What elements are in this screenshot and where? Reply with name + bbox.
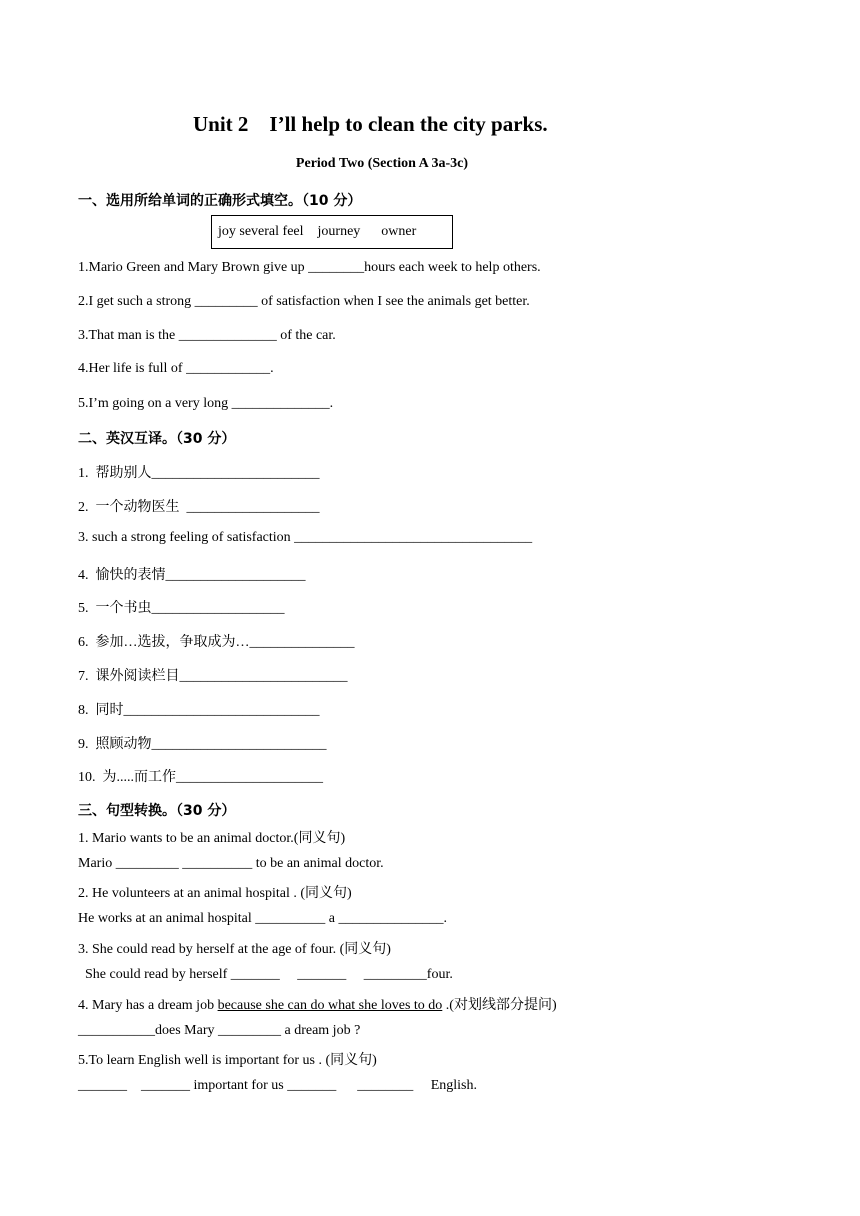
part3-question-4 <box>78 994 557 1014</box>
part3-answer-2: He works at an animal hospital __________ a _______________. <box>78 911 448 926</box>
part2-item-1: 1. 帮助别人________________________ <box>78 466 320 481</box>
part2-item-10: 10. 为.....而工作_____________________ <box>78 770 323 785</box>
part3-question-5: 5.To learn English well is important for us . (同义句) <box>78 1053 377 1068</box>
part3-heading: 三、句型转换。（30 分） <box>78 803 236 819</box>
part3-question-2: 2. He volunteers at an animal hospital . (同义句) <box>78 886 352 901</box>
part2-item-2: 2. 一个动物医生 ___________________ <box>78 500 320 515</box>
part1-item-5: 5.I’m going on a very long ______________. <box>78 396 334 411</box>
part1-item-3: 3.That man is the ______________ of the car. <box>78 328 336 343</box>
part3-question-3: 3. She could read by herself at the age of four. (同义句) <box>78 942 391 957</box>
part2-item-8: 8. 同时____________________________ <box>78 703 320 718</box>
part1-item-2: 2.I get such a strong _________ of satisfaction when I see the animals get better. <box>78 294 530 309</box>
word-box: joy several feel journey owner <box>211 215 453 249</box>
part3-question-1: 1. Mario wants to be an animal doctor.(同义句) <box>78 831 346 846</box>
part2-item-6: 6. 参加…选拔，争取成为…_______________ <box>78 635 355 650</box>
part3-answer-4: ___________does Mary _________ a dream job ? <box>78 1023 361 1038</box>
part1-heading: 一、选用所给单词的正确形式填空。（10 分） <box>78 193 362 209</box>
question-4-prefix: 4. Mary has a dream job <box>78 998 218 1013</box>
document-title: Unit 2 I’ll help to clean the city parks. <box>193 112 548 136</box>
question-4-underlined: because she can do what she loves to do <box>217 998 443 1013</box>
part2-item-5: 5. 一个书虫___________________ <box>78 601 285 616</box>
part2-item-9: 9. 照顾动物_________________________ <box>78 737 327 752</box>
part3-answer-1: Mario _________ __________ to be an animal doctor. <box>78 856 384 871</box>
part3-answer-5: _______ _______ important for us _______ ________ English. <box>78 1078 477 1093</box>
part3-answer-3: She could read by herself _______ _______ _________four. <box>78 967 453 982</box>
part1-item-4: 4.Her life is full of ____________. <box>78 361 274 376</box>
part1-item-1: 1.Mario Green and Mary Brown give up ________hours each week to help others. <box>78 260 541 275</box>
part2-item-7: 7. 课外阅读栏目________________________ <box>78 669 348 684</box>
part2-heading: 二、英汉互译。（30 分） <box>78 431 236 447</box>
document-subtitle: Period Two (Section A 3a-3c) <box>295 156 469 171</box>
part2-item-3: 3. such a strong feeling of satisfaction __________________________________ <box>78 530 533 545</box>
question-4-suffix: .(对划线部分提问) <box>442 998 557 1013</box>
part2-item-4: 4. 愉快的表情____________________ <box>78 568 306 583</box>
